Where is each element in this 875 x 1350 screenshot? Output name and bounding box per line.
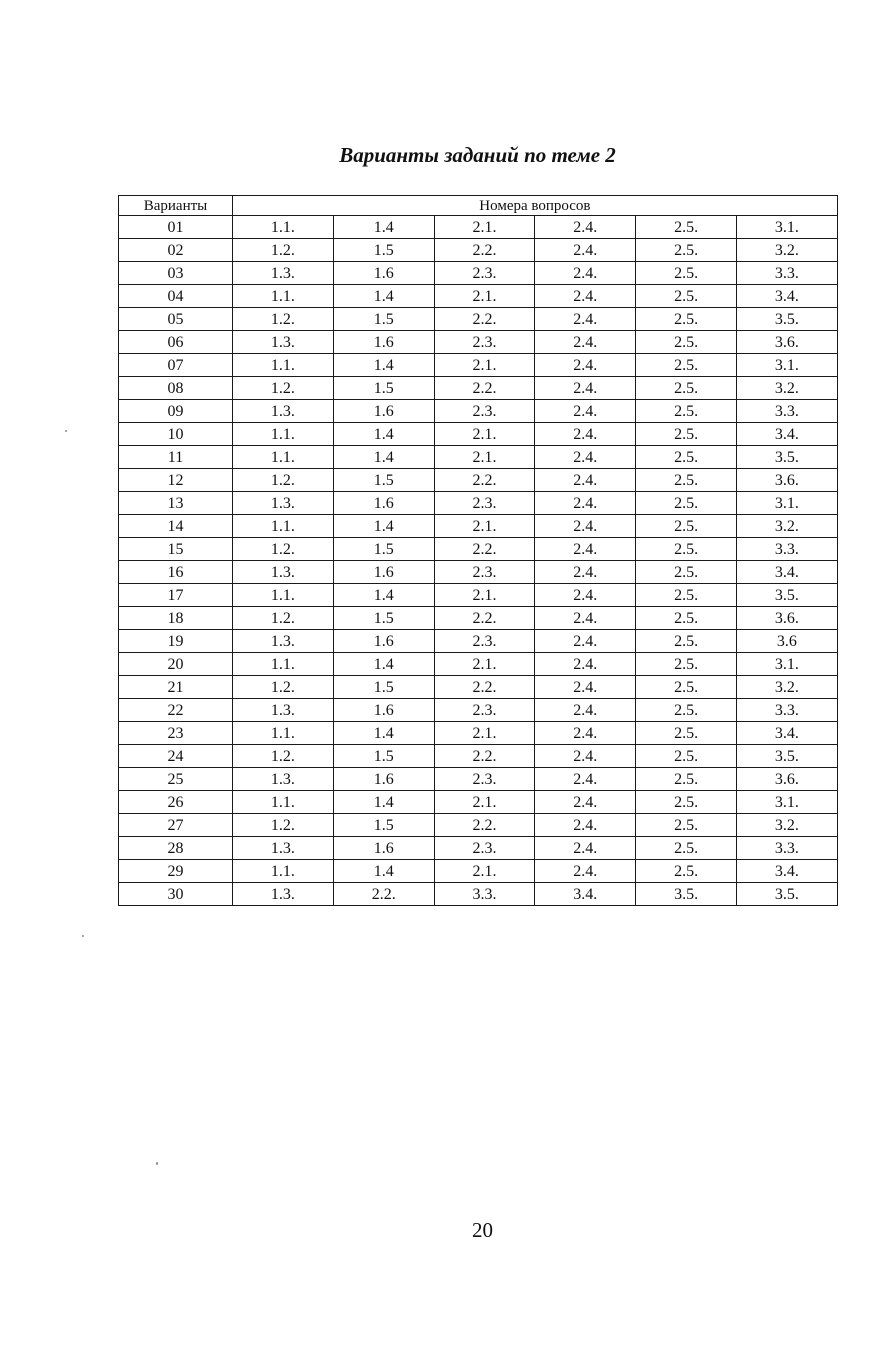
variant-number-cell: 24 xyxy=(119,745,233,768)
question-number-cell: 1.6 xyxy=(333,561,434,584)
table-row xyxy=(119,607,838,630)
question-number-cell: 2.1. xyxy=(434,285,535,308)
question-number-cell: 1.6 xyxy=(333,837,434,860)
question-number-cell: 2.2. xyxy=(434,308,535,331)
question-number-cell: 3.2. xyxy=(736,676,837,699)
question-number-cell: 2.4. xyxy=(535,561,636,584)
question-number-cell: 2.5. xyxy=(636,791,737,814)
question-number-cell: 2.1. xyxy=(434,446,535,469)
question-number-cell: 2.2. xyxy=(434,676,535,699)
question-number-cell: 2.3. xyxy=(434,262,535,285)
question-number-cell: 2.3. xyxy=(434,331,535,354)
question-number-cell: 1.1. xyxy=(233,216,334,239)
question-number-cell: 2.5. xyxy=(636,216,737,239)
question-number-cell: 3.3. xyxy=(736,538,837,561)
table-header-row xyxy=(119,196,838,216)
question-number-cell: 1.5 xyxy=(333,469,434,492)
question-number-cell: 2.3. xyxy=(434,492,535,515)
question-number-cell: 2.3. xyxy=(434,837,535,860)
question-number-cell: 2.4. xyxy=(535,745,636,768)
question-number-cell: 1.6 xyxy=(333,768,434,791)
question-number-cell: 2.4. xyxy=(535,354,636,377)
question-number-cell: 2.4. xyxy=(535,630,636,653)
question-number-cell: 1.5 xyxy=(333,377,434,400)
question-number-cell: 2.5. xyxy=(636,699,737,722)
question-number-cell: 1.4 xyxy=(333,860,434,883)
question-number-cell: 1.4 xyxy=(333,584,434,607)
variant-number-cell: 29 xyxy=(119,860,233,883)
question-number-cell: 3.6. xyxy=(736,768,837,791)
question-number-cell: 2.3. xyxy=(434,630,535,653)
variant-number-cell: 10 xyxy=(119,423,233,446)
table-row xyxy=(119,653,838,676)
question-number-cell: 2.4. xyxy=(535,584,636,607)
variant-number-cell: 25 xyxy=(119,768,233,791)
question-number-cell: 2.4. xyxy=(535,469,636,492)
question-number-cell: 2.1. xyxy=(434,423,535,446)
question-number-cell: 3.1. xyxy=(736,791,837,814)
variant-number-cell: 07 xyxy=(119,354,233,377)
question-number-cell: 3.3. xyxy=(736,262,837,285)
question-number-cell: 3.4. xyxy=(736,561,837,584)
question-number-cell: 2.5. xyxy=(636,239,737,262)
question-number-cell: 1.3. xyxy=(233,699,334,722)
header-question-numbers: Номера вопросов xyxy=(233,196,838,216)
table-row xyxy=(119,446,838,469)
variant-number-cell: 21 xyxy=(119,676,233,699)
question-number-cell: 1.5 xyxy=(333,239,434,262)
question-number-cell: 2.4. xyxy=(535,239,636,262)
question-number-cell: 1.3. xyxy=(233,837,334,860)
table-row xyxy=(119,331,838,354)
question-number-cell: 3.5. xyxy=(736,584,837,607)
question-number-cell: 2.3. xyxy=(434,561,535,584)
question-number-cell: 3.6 xyxy=(736,630,837,653)
question-number-cell: 2.5. xyxy=(636,262,737,285)
question-number-cell: 2.2. xyxy=(434,469,535,492)
question-number-cell: 2.1. xyxy=(434,584,535,607)
question-number-cell: 2.1. xyxy=(434,515,535,538)
question-number-cell: 2.4. xyxy=(535,377,636,400)
variant-number-cell: 02 xyxy=(119,239,233,262)
table-row xyxy=(119,584,838,607)
question-number-cell: 2.4. xyxy=(535,768,636,791)
question-number-cell: 2.4. xyxy=(535,331,636,354)
question-number-cell: 2.1. xyxy=(434,653,535,676)
question-number-cell: 1.2. xyxy=(233,239,334,262)
variant-number-cell: 03 xyxy=(119,262,233,285)
question-number-cell: 1.5 xyxy=(333,745,434,768)
question-number-cell: 3.5. xyxy=(636,883,737,906)
table-row xyxy=(119,837,838,860)
question-number-cell: 1.1. xyxy=(233,354,334,377)
question-number-cell: 2.4. xyxy=(535,285,636,308)
question-number-cell: 1.4 xyxy=(333,653,434,676)
table-row xyxy=(119,699,838,722)
table-row xyxy=(119,469,838,492)
table-body xyxy=(119,216,838,906)
question-number-cell: 3.1. xyxy=(736,653,837,676)
table-row xyxy=(119,561,838,584)
question-number-cell: 3.4. xyxy=(736,423,837,446)
question-number-cell: 1.4 xyxy=(333,446,434,469)
question-number-cell: 1.2. xyxy=(233,377,334,400)
question-number-cell: 3.4. xyxy=(535,883,636,906)
question-number-cell: 1.1. xyxy=(233,860,334,883)
question-number-cell: 1.6 xyxy=(333,630,434,653)
question-number-cell: 3.5. xyxy=(736,308,837,331)
question-number-cell: 2.4. xyxy=(535,814,636,837)
variant-number-cell: 26 xyxy=(119,791,233,814)
question-number-cell: 3.4. xyxy=(736,285,837,308)
question-number-cell: 2.1. xyxy=(434,722,535,745)
question-number-cell: 1.2. xyxy=(233,814,334,837)
question-number-cell: 1.4 xyxy=(333,285,434,308)
question-number-cell: 2.4. xyxy=(535,676,636,699)
question-number-cell: 2.3. xyxy=(434,768,535,791)
question-number-cell: 1.1. xyxy=(233,446,334,469)
question-number-cell: 2.4. xyxy=(535,791,636,814)
question-number-cell: 1.1. xyxy=(233,722,334,745)
question-number-cell: 2.4. xyxy=(535,446,636,469)
table-row xyxy=(119,492,838,515)
variant-number-cell: 30 xyxy=(119,883,233,906)
header-variants: Варианты xyxy=(119,196,233,216)
question-number-cell: 2.4. xyxy=(535,607,636,630)
question-number-cell: 1.6 xyxy=(333,262,434,285)
question-number-cell: 1.1. xyxy=(233,423,334,446)
variant-number-cell: 18 xyxy=(119,607,233,630)
question-number-cell: 2.4. xyxy=(535,722,636,745)
variant-number-cell: 08 xyxy=(119,377,233,400)
table-row xyxy=(119,377,838,400)
question-number-cell: 2.4. xyxy=(535,515,636,538)
question-number-cell: 2.5. xyxy=(636,584,737,607)
question-number-cell: 2.5. xyxy=(636,469,737,492)
page-title: Варианты заданий по теме 2 xyxy=(339,143,616,167)
variant-number-cell: 04 xyxy=(119,285,233,308)
question-number-cell: 2.5. xyxy=(636,561,737,584)
table-row xyxy=(119,239,838,262)
question-number-cell: 3.3. xyxy=(434,883,535,906)
question-number-cell: 1.3. xyxy=(233,561,334,584)
question-number-cell: 1.6 xyxy=(333,400,434,423)
question-number-cell: 1.4 xyxy=(333,722,434,745)
question-number-cell: 2.3. xyxy=(434,400,535,423)
table-row xyxy=(119,400,838,423)
table-row xyxy=(119,354,838,377)
question-number-cell: 1.5 xyxy=(333,814,434,837)
question-number-cell: 1.4 xyxy=(333,216,434,239)
question-number-cell: 2.1. xyxy=(434,791,535,814)
question-number-cell: 3.1. xyxy=(736,492,837,515)
question-number-cell: 1.4 xyxy=(333,354,434,377)
table-row xyxy=(119,768,838,791)
scan-speck xyxy=(82,935,84,937)
question-number-cell: 2.4. xyxy=(535,653,636,676)
question-number-cell: 1.5 xyxy=(333,308,434,331)
question-number-cell: 1.3. xyxy=(233,492,334,515)
question-number-cell: 2.4. xyxy=(535,423,636,446)
question-number-cell: 2.5. xyxy=(636,423,737,446)
question-number-cell: 3.6. xyxy=(736,469,837,492)
scan-speck xyxy=(156,1162,158,1165)
question-number-cell: 2.5. xyxy=(636,768,737,791)
question-number-cell: 2.5. xyxy=(636,446,737,469)
question-number-cell: 2.5. xyxy=(636,538,737,561)
question-number-cell: 2.5. xyxy=(636,860,737,883)
question-number-cell: 1.1. xyxy=(233,285,334,308)
question-number-cell: 2.5. xyxy=(636,308,737,331)
question-number-cell: 2.5. xyxy=(636,492,737,515)
question-number-cell: 1.6 xyxy=(333,331,434,354)
question-number-cell: 1.6 xyxy=(333,492,434,515)
variant-number-cell: 12 xyxy=(119,469,233,492)
question-number-cell: 2.5. xyxy=(636,400,737,423)
question-number-cell: 1.5 xyxy=(333,676,434,699)
question-number-cell: 2.4. xyxy=(535,492,636,515)
question-number-cell: 1.3. xyxy=(233,768,334,791)
question-number-cell: 2.4. xyxy=(535,216,636,239)
question-number-cell: 2.2. xyxy=(434,239,535,262)
question-number-cell: 1.5 xyxy=(333,538,434,561)
question-number-cell: 1.2. xyxy=(233,469,334,492)
question-number-cell: 3.5. xyxy=(736,745,837,768)
question-number-cell: 3.6. xyxy=(736,331,837,354)
variant-number-cell: 28 xyxy=(119,837,233,860)
question-number-cell: 3.4. xyxy=(736,722,837,745)
question-number-cell: 3.1. xyxy=(736,354,837,377)
question-number-cell: 3.2. xyxy=(736,515,837,538)
question-number-cell: 2.4. xyxy=(535,400,636,423)
question-number-cell: 1.2. xyxy=(233,308,334,331)
question-number-cell: 2.1. xyxy=(434,354,535,377)
question-number-cell: 2.1. xyxy=(434,860,535,883)
table-row xyxy=(119,515,838,538)
variant-number-cell: 19 xyxy=(119,630,233,653)
question-number-cell: 3.6. xyxy=(736,607,837,630)
question-number-cell: 2.5. xyxy=(636,814,737,837)
question-number-cell: 2.4. xyxy=(535,308,636,331)
question-number-cell: 1.3. xyxy=(233,331,334,354)
question-number-cell: 2.5. xyxy=(636,676,737,699)
table-row xyxy=(119,285,838,308)
question-number-cell: 2.5. xyxy=(636,722,737,745)
question-number-cell: 1.3. xyxy=(233,262,334,285)
question-number-cell: 2.2. xyxy=(333,883,434,906)
question-number-cell: 1.2. xyxy=(233,745,334,768)
question-number-cell: 2.2. xyxy=(434,607,535,630)
question-number-cell: 2.2. xyxy=(434,814,535,837)
table-row xyxy=(119,860,838,883)
question-number-cell: 3.4. xyxy=(736,860,837,883)
question-number-cell: 2.4. xyxy=(535,699,636,722)
question-number-cell: 2.4. xyxy=(535,262,636,285)
variant-number-cell: 16 xyxy=(119,561,233,584)
table-row xyxy=(119,722,838,745)
table-row xyxy=(119,791,838,814)
question-number-cell: 3.5. xyxy=(736,883,837,906)
table-row xyxy=(119,538,838,561)
question-number-cell: 2.4. xyxy=(535,837,636,860)
question-number-cell: 2.1. xyxy=(434,216,535,239)
variant-number-cell: 09 xyxy=(119,400,233,423)
question-number-cell: 1.1. xyxy=(233,584,334,607)
scan-speck xyxy=(65,430,67,432)
question-number-cell: 2.5. xyxy=(636,354,737,377)
variant-number-cell: 01 xyxy=(119,216,233,239)
question-number-cell: 3.2. xyxy=(736,814,837,837)
question-number-cell: 3.2. xyxy=(736,377,837,400)
question-number-cell: 2.5. xyxy=(636,607,737,630)
variant-number-cell: 14 xyxy=(119,515,233,538)
question-number-cell: 2.5. xyxy=(636,630,737,653)
question-number-cell: 2.5. xyxy=(636,515,737,538)
question-number-cell: 2.2. xyxy=(434,538,535,561)
question-number-cell: 1.4 xyxy=(333,423,434,446)
variant-number-cell: 15 xyxy=(119,538,233,561)
question-number-cell: 3.1. xyxy=(736,216,837,239)
question-number-cell: 2.2. xyxy=(434,745,535,768)
table-row xyxy=(119,262,838,285)
question-number-cell: 2.4. xyxy=(535,860,636,883)
table-row xyxy=(119,308,838,331)
variant-number-cell: 23 xyxy=(119,722,233,745)
question-number-cell: 1.4 xyxy=(333,515,434,538)
question-number-cell: 1.3. xyxy=(233,630,334,653)
question-number-cell: 2.4. xyxy=(535,538,636,561)
question-number-cell: 2.5. xyxy=(636,653,737,676)
variant-number-cell: 20 xyxy=(119,653,233,676)
table-row xyxy=(119,630,838,653)
variant-number-cell: 05 xyxy=(119,308,233,331)
question-number-cell: 2.5. xyxy=(636,285,737,308)
question-number-cell: 3.3. xyxy=(736,400,837,423)
variant-number-cell: 27 xyxy=(119,814,233,837)
table-row xyxy=(119,423,838,446)
table-row xyxy=(119,883,838,906)
question-number-cell: 3.3. xyxy=(736,837,837,860)
question-number-cell: 2.3. xyxy=(434,699,535,722)
variant-number-cell: 13 xyxy=(119,492,233,515)
variant-number-cell: 22 xyxy=(119,699,233,722)
page-number: 20 xyxy=(472,1218,493,1242)
question-number-cell: 1.3. xyxy=(233,400,334,423)
table-row xyxy=(119,216,838,239)
question-number-cell: 1.3. xyxy=(233,883,334,906)
question-number-cell: 2.5. xyxy=(636,331,737,354)
question-number-cell: 1.1. xyxy=(233,791,334,814)
question-number-cell: 3.5. xyxy=(736,446,837,469)
variant-number-cell: 17 xyxy=(119,584,233,607)
variants-table xyxy=(118,195,838,906)
question-number-cell: 2.2. xyxy=(434,377,535,400)
question-number-cell: 3.2. xyxy=(736,239,837,262)
table-row xyxy=(119,676,838,699)
variant-number-cell: 06 xyxy=(119,331,233,354)
question-number-cell: 1.2. xyxy=(233,607,334,630)
question-number-cell: 1.2. xyxy=(233,538,334,561)
question-number-cell: 2.5. xyxy=(636,377,737,400)
question-number-cell: 1.5 xyxy=(333,607,434,630)
question-number-cell: 1.1. xyxy=(233,653,334,676)
variant-number-cell: 11 xyxy=(119,446,233,469)
question-number-cell: 2.5. xyxy=(636,745,737,768)
question-number-cell: 1.4 xyxy=(333,791,434,814)
question-number-cell: 1.1. xyxy=(233,515,334,538)
question-number-cell: 3.3. xyxy=(736,699,837,722)
table-row xyxy=(119,745,838,768)
question-number-cell: 1.6 xyxy=(333,699,434,722)
table-row xyxy=(119,814,838,837)
question-number-cell: 2.5. xyxy=(636,837,737,860)
question-number-cell: 1.2. xyxy=(233,676,334,699)
